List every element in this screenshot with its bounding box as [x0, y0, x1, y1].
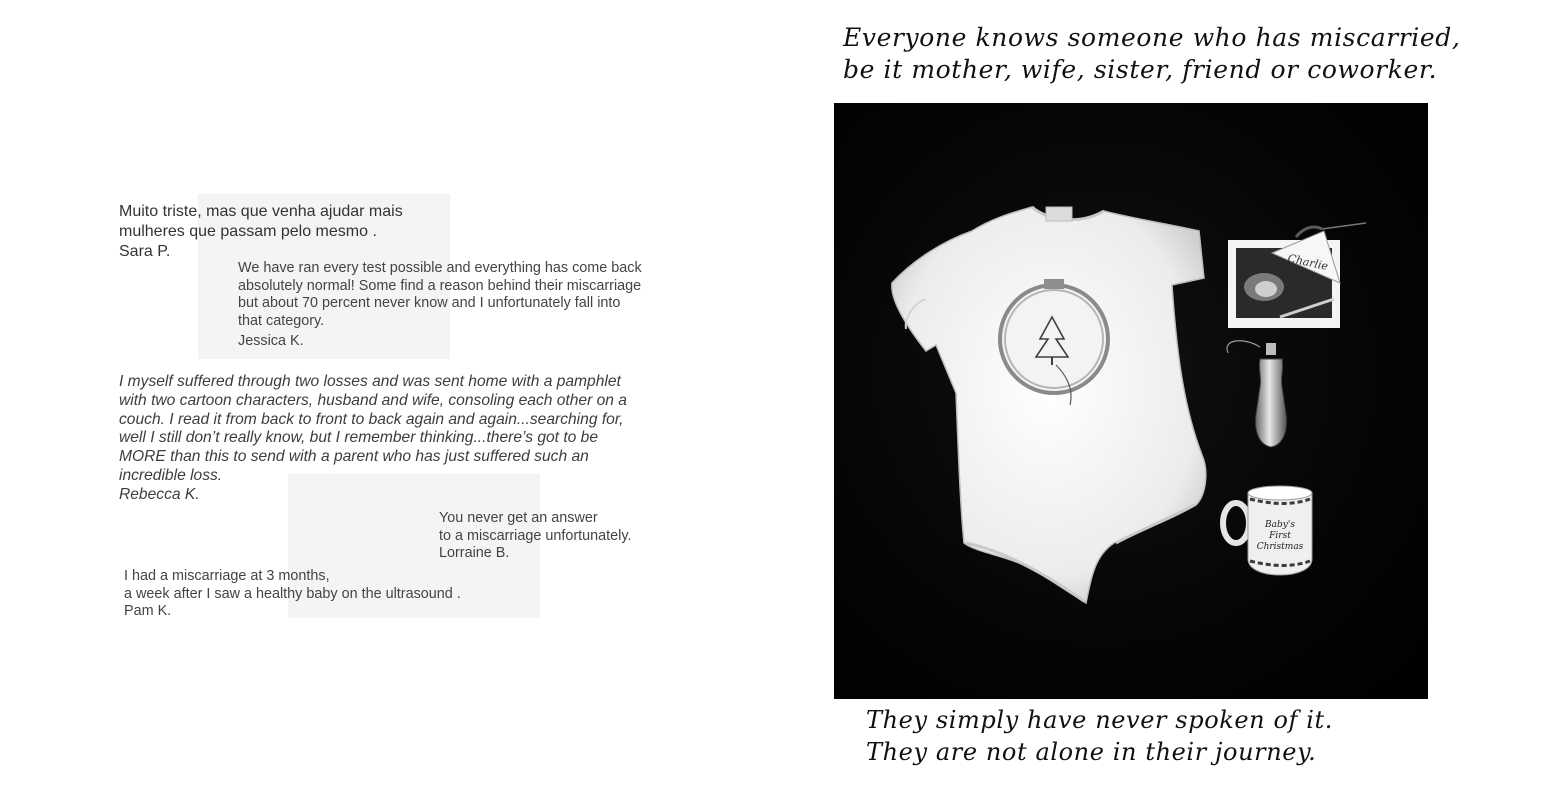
quote-line: MORE than this to send with a parent who has just suffered such an: [119, 448, 589, 466]
quote-line: You never get an answer: [439, 510, 598, 526]
mug-text-line: Baby's: [1265, 520, 1295, 530]
quote-line: absolutely normal! Some find a reason behind their miscarriage: [238, 277, 642, 294]
quote-line: but about 70 percent never know and I unfortunately fall into: [238, 295, 621, 312]
quote-jessica: [238, 260, 683, 351]
quote-author: Jessica K.: [238, 333, 304, 350]
quote-author: Pam K.: [124, 603, 172, 620]
quote-lorraine: [439, 510, 632, 563]
quote-line: Muito triste, mas que venha ajudar mais: [119, 203, 403, 220]
quote-line: to a miscarriage unfortunately.: [439, 527, 632, 544]
quote-line: couch. I read it from back to front to back again and again...searching for,: [119, 410, 624, 428]
quote-line: I myself suffered through two losses and was sent home with a pamphlet: [119, 373, 621, 390]
tag-text: Charlie: [1286, 251, 1330, 273]
quote-line: mulheres que passam pelo mesmo .: [119, 223, 377, 240]
handwritten-line: Everyone knows someone who has miscarried,: [843, 23, 1461, 52]
quote-line: incredible loss.: [119, 466, 223, 484]
quote-rebecca: [119, 373, 679, 505]
quote-line: with two cartoon characters, husband and wife, consoling each other on a: [119, 391, 627, 409]
handwritten-caption-bottom: [866, 704, 1333, 768]
quote-line: I had a miscarriage at 3 months,: [124, 568, 330, 584]
quote-author: Lorraine B.: [439, 545, 510, 562]
babys-first-christmas-mug: [1223, 486, 1312, 575]
handwritten-line: be it mother, wife, sister, friend or coworker.: [843, 55, 1438, 84]
baby-bottle-ornament: [1227, 341, 1286, 447]
quote-pam: [124, 568, 461, 621]
handwritten-line: They simply have never spoken of it.: [866, 706, 1333, 734]
quote-line: We have ran every test possible and everything has come back: [238, 260, 642, 276]
quote-author: Rebecca K.: [119, 485, 200, 503]
handwritten-caption-top: [843, 22, 1460, 86]
quote-sara: [119, 202, 403, 262]
quote-line: that category.: [238, 312, 325, 329]
quote-line: a week after I saw a healthy baby on the ultrasound .: [124, 585, 461, 602]
mug-text-line: First: [1269, 531, 1291, 541]
quote-author: Sara P.: [119, 243, 171, 260]
handwritten-line: They are not alone in their journey.: [866, 738, 1317, 766]
memorial-photo: [834, 103, 1428, 699]
quote-line: well I still don’t really know, but I remember thinking...there’s got to be: [119, 429, 599, 447]
mug-text-line: Christmas: [1256, 542, 1304, 552]
baby-onesie: [892, 207, 1206, 603]
